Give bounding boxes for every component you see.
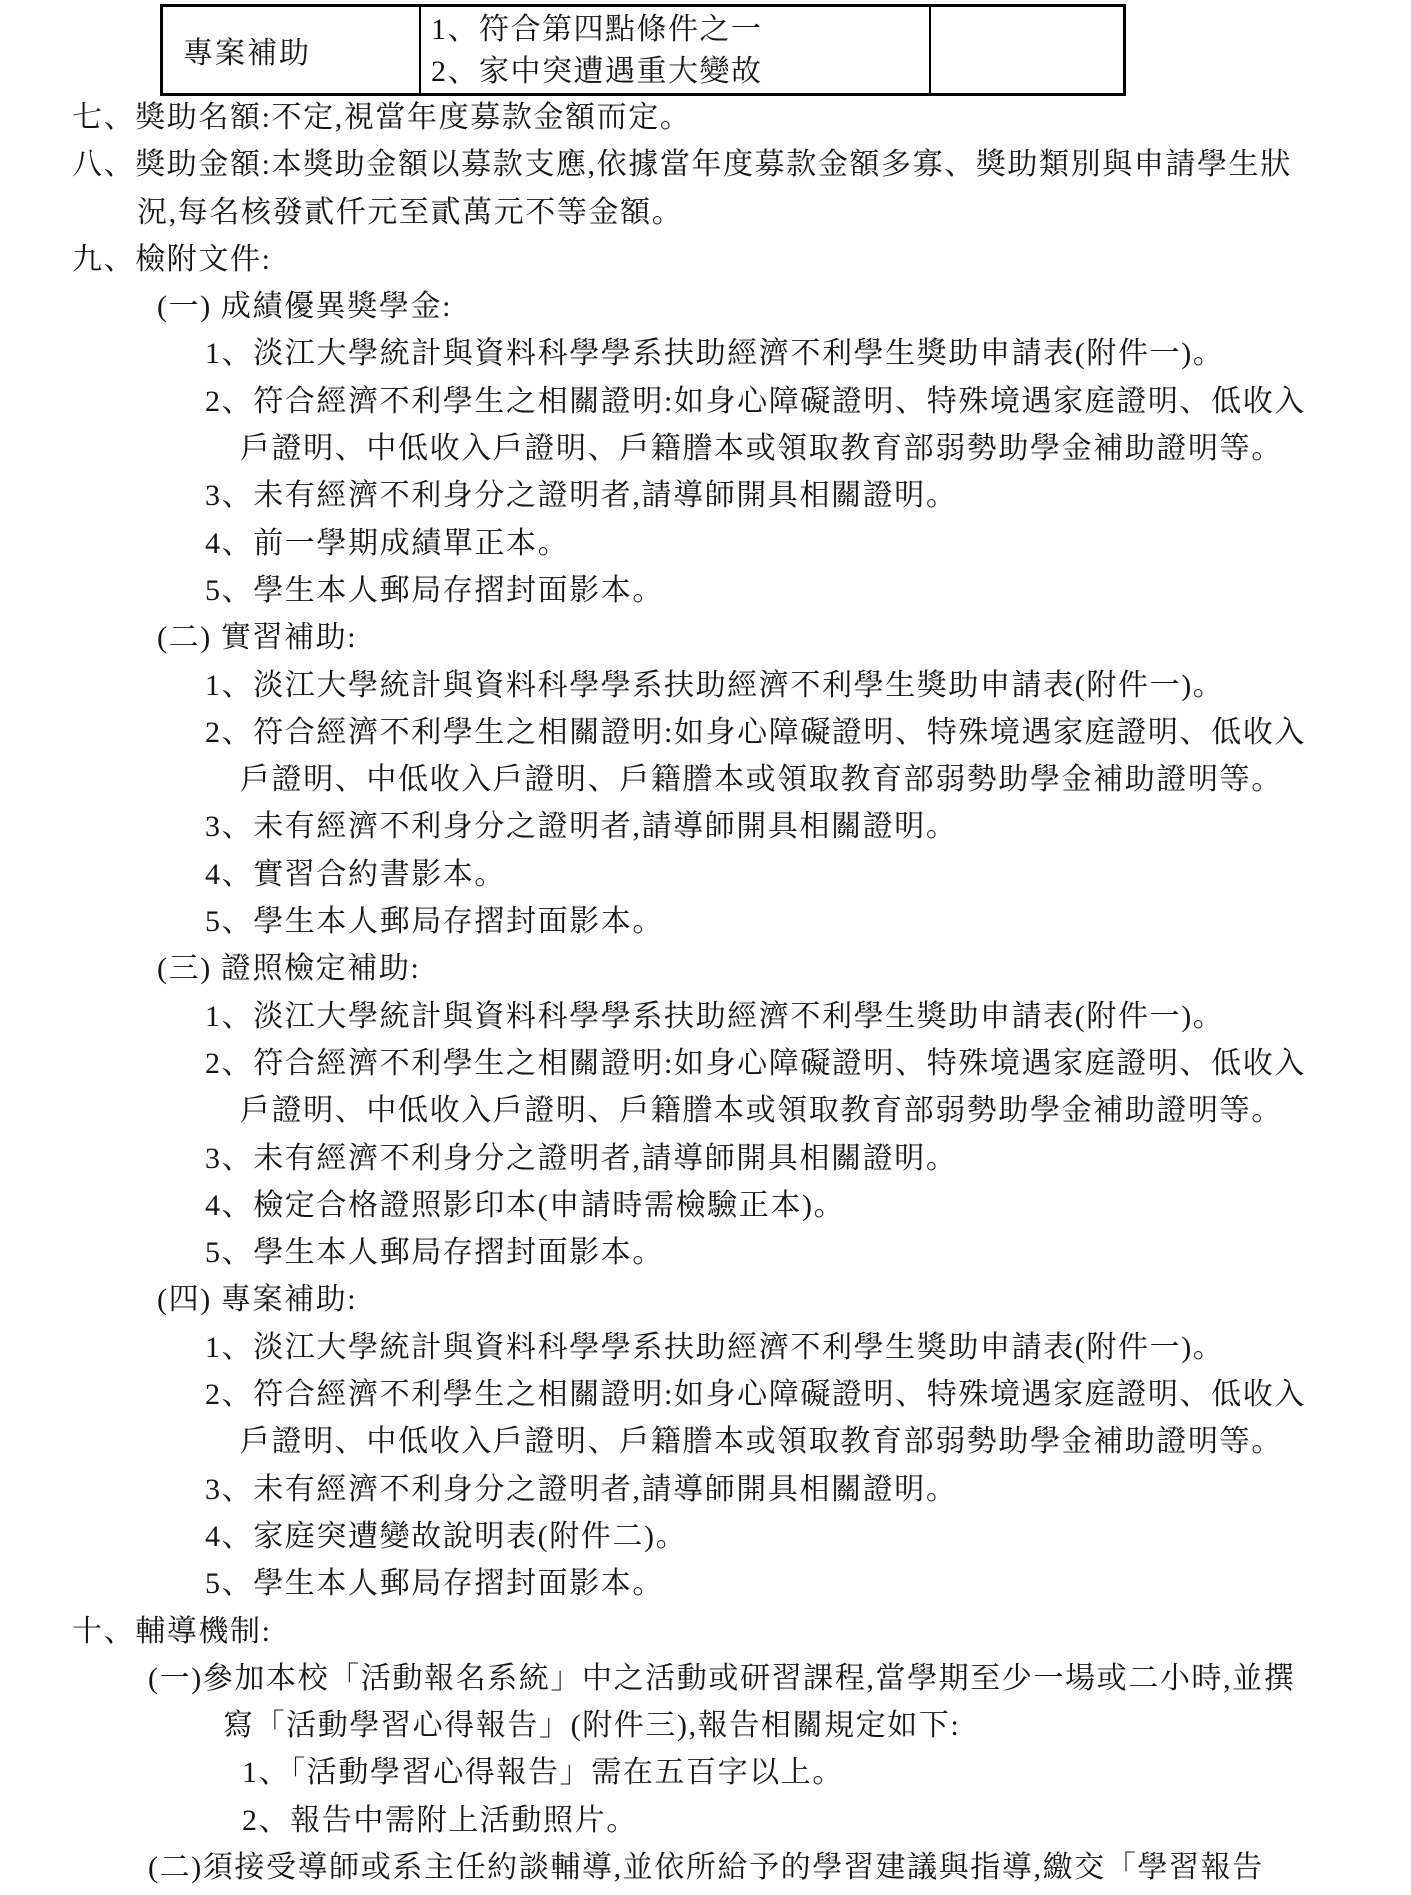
grant-type-cell: 專案補助 bbox=[163, 7, 421, 93]
text-line: 5、學生本人郵局存摺封面影本。 bbox=[205, 573, 664, 607]
text-line: 4、實習合約書影本。 bbox=[205, 857, 506, 891]
text-line: 八、獎助金額:本獎助金額以募款支應,依據當年度募款金額多寡、獎助類別與申請學生狀 bbox=[72, 148, 1292, 182]
text-line: (一)參加本校「活動報名系統」中之活動或研習課程,當學期至少一場或二小時,並撰 bbox=[148, 1661, 1296, 1695]
text-line: 5、學生本人郵局存摺封面影本。 bbox=[205, 1567, 664, 1601]
text-line: 2、符合經濟不利學生之相關證明:如身心障礙證明、特殊境遇家庭證明、低收入 bbox=[205, 384, 1306, 418]
text-line: 九、檢附文件: bbox=[72, 242, 272, 276]
text-line: 4、檢定合格證照影印本(申請時需檢驗正本)。 bbox=[205, 1188, 846, 1222]
text-line: 七、獎助名額:不定,視當年度募款金額而定。 bbox=[72, 101, 692, 134]
text-line: 1、淡江大學統計與資料科學學系扶助經濟不利學生獎助申請表(附件一)。 bbox=[205, 337, 1225, 371]
text-line: 2、符合經濟不利學生之相關證明:如身心障礙證明、特殊境遇家庭證明、低收入 bbox=[205, 715, 1306, 749]
text-line: 5、學生本人郵局存摺封面影本。 bbox=[205, 905, 664, 939]
text-line: 戶證明、中低收入戶證明、戶籍謄本或領取教育部弱勢助學金補助證明等。 bbox=[240, 763, 1283, 797]
text-line: 戶證明、中低收入戶證明、戶籍謄本或領取教育部弱勢助學金補助證明等。 bbox=[240, 1425, 1283, 1459]
text-line: 4、前一學期成績單正本。 bbox=[205, 526, 570, 560]
text-line: 3、未有經濟不利身分之證明者,請導師開具相關證明。 bbox=[205, 810, 958, 844]
text-line: 1、淡江大學統計與資料科學學系扶助經濟不利學生獎助申請表(附件一)。 bbox=[205, 1330, 1225, 1364]
grant-condition-line: 2、家中突遭遇重大變故 bbox=[431, 55, 763, 88]
text-line: 3、未有經濟不利身分之證明者,請導師開具相關證明。 bbox=[205, 1472, 958, 1506]
text-line: 2、報告中需附上活動照片。 bbox=[242, 1803, 638, 1837]
text-line: 3、未有經濟不利身分之證明者,請導師開具相關證明。 bbox=[205, 1141, 958, 1175]
text-line: (二) 實習補助: bbox=[157, 621, 358, 655]
document-body bbox=[0, 94, 1411, 1891]
text-line: (三) 證照檢定補助: bbox=[157, 952, 421, 986]
text-line: (四) 專案補助: bbox=[157, 1283, 358, 1317]
text-line: (一) 成績優異獎學金: bbox=[157, 290, 453, 324]
grant-empty-cell bbox=[931, 7, 1123, 93]
text-line: 況,每名核發貳仟元至貳萬元不等金額。 bbox=[137, 195, 684, 229]
text-line: 戶證明、中低收入戶證明、戶籍謄本或領取教育部弱勢助學金補助證明等。 bbox=[240, 1094, 1283, 1128]
text-line: 4、家庭突遭變故說明表(附件二)。 bbox=[205, 1519, 688, 1553]
text-line: 戶證明、中低收入戶證明、戶籍謄本或領取教育部弱勢助學金補助證明等。 bbox=[240, 432, 1283, 466]
text-line: 2、符合經濟不利學生之相關證明:如身心障礙證明、特殊境遇家庭證明、低收入 bbox=[205, 1378, 1306, 1412]
text-line: 1、淡江大學統計與資料科學學系扶助經濟不利學生獎助申請表(附件一)。 bbox=[205, 668, 1225, 702]
text-line: 2、符合經濟不利學生之相關證明:如身心障礙證明、特殊境遇家庭證明、低收入 bbox=[205, 1046, 1306, 1080]
text-line: 1、淡江大學統計與資料科學學系扶助經濟不利學生獎助申請表(附件一)。 bbox=[205, 999, 1225, 1033]
text-line: 寫「活動學習心得報告」(附件三),報告相關規定如下: bbox=[223, 1709, 961, 1743]
text-line: 5、學生本人郵局存摺封面影本。 bbox=[205, 1236, 664, 1270]
text-line: (二)須接受導師或系主任約談輔導,並依所給予的學習建議與指導,繳交「學習報告 bbox=[148, 1850, 1264, 1884]
grant-condition-line: 1、符合第四點條件之一 bbox=[431, 13, 763, 46]
text-line: 十、輔導機制: bbox=[72, 1614, 272, 1648]
text-line: 3、未有經濟不利身分之證明者,請導師開具相關證明。 bbox=[205, 479, 958, 513]
text-line: 1、「活動學習心得報告」需在五百字以上。 bbox=[242, 1756, 844, 1790]
grant-conditions-cell bbox=[421, 7, 931, 93]
grant-table-row bbox=[160, 4, 1126, 96]
